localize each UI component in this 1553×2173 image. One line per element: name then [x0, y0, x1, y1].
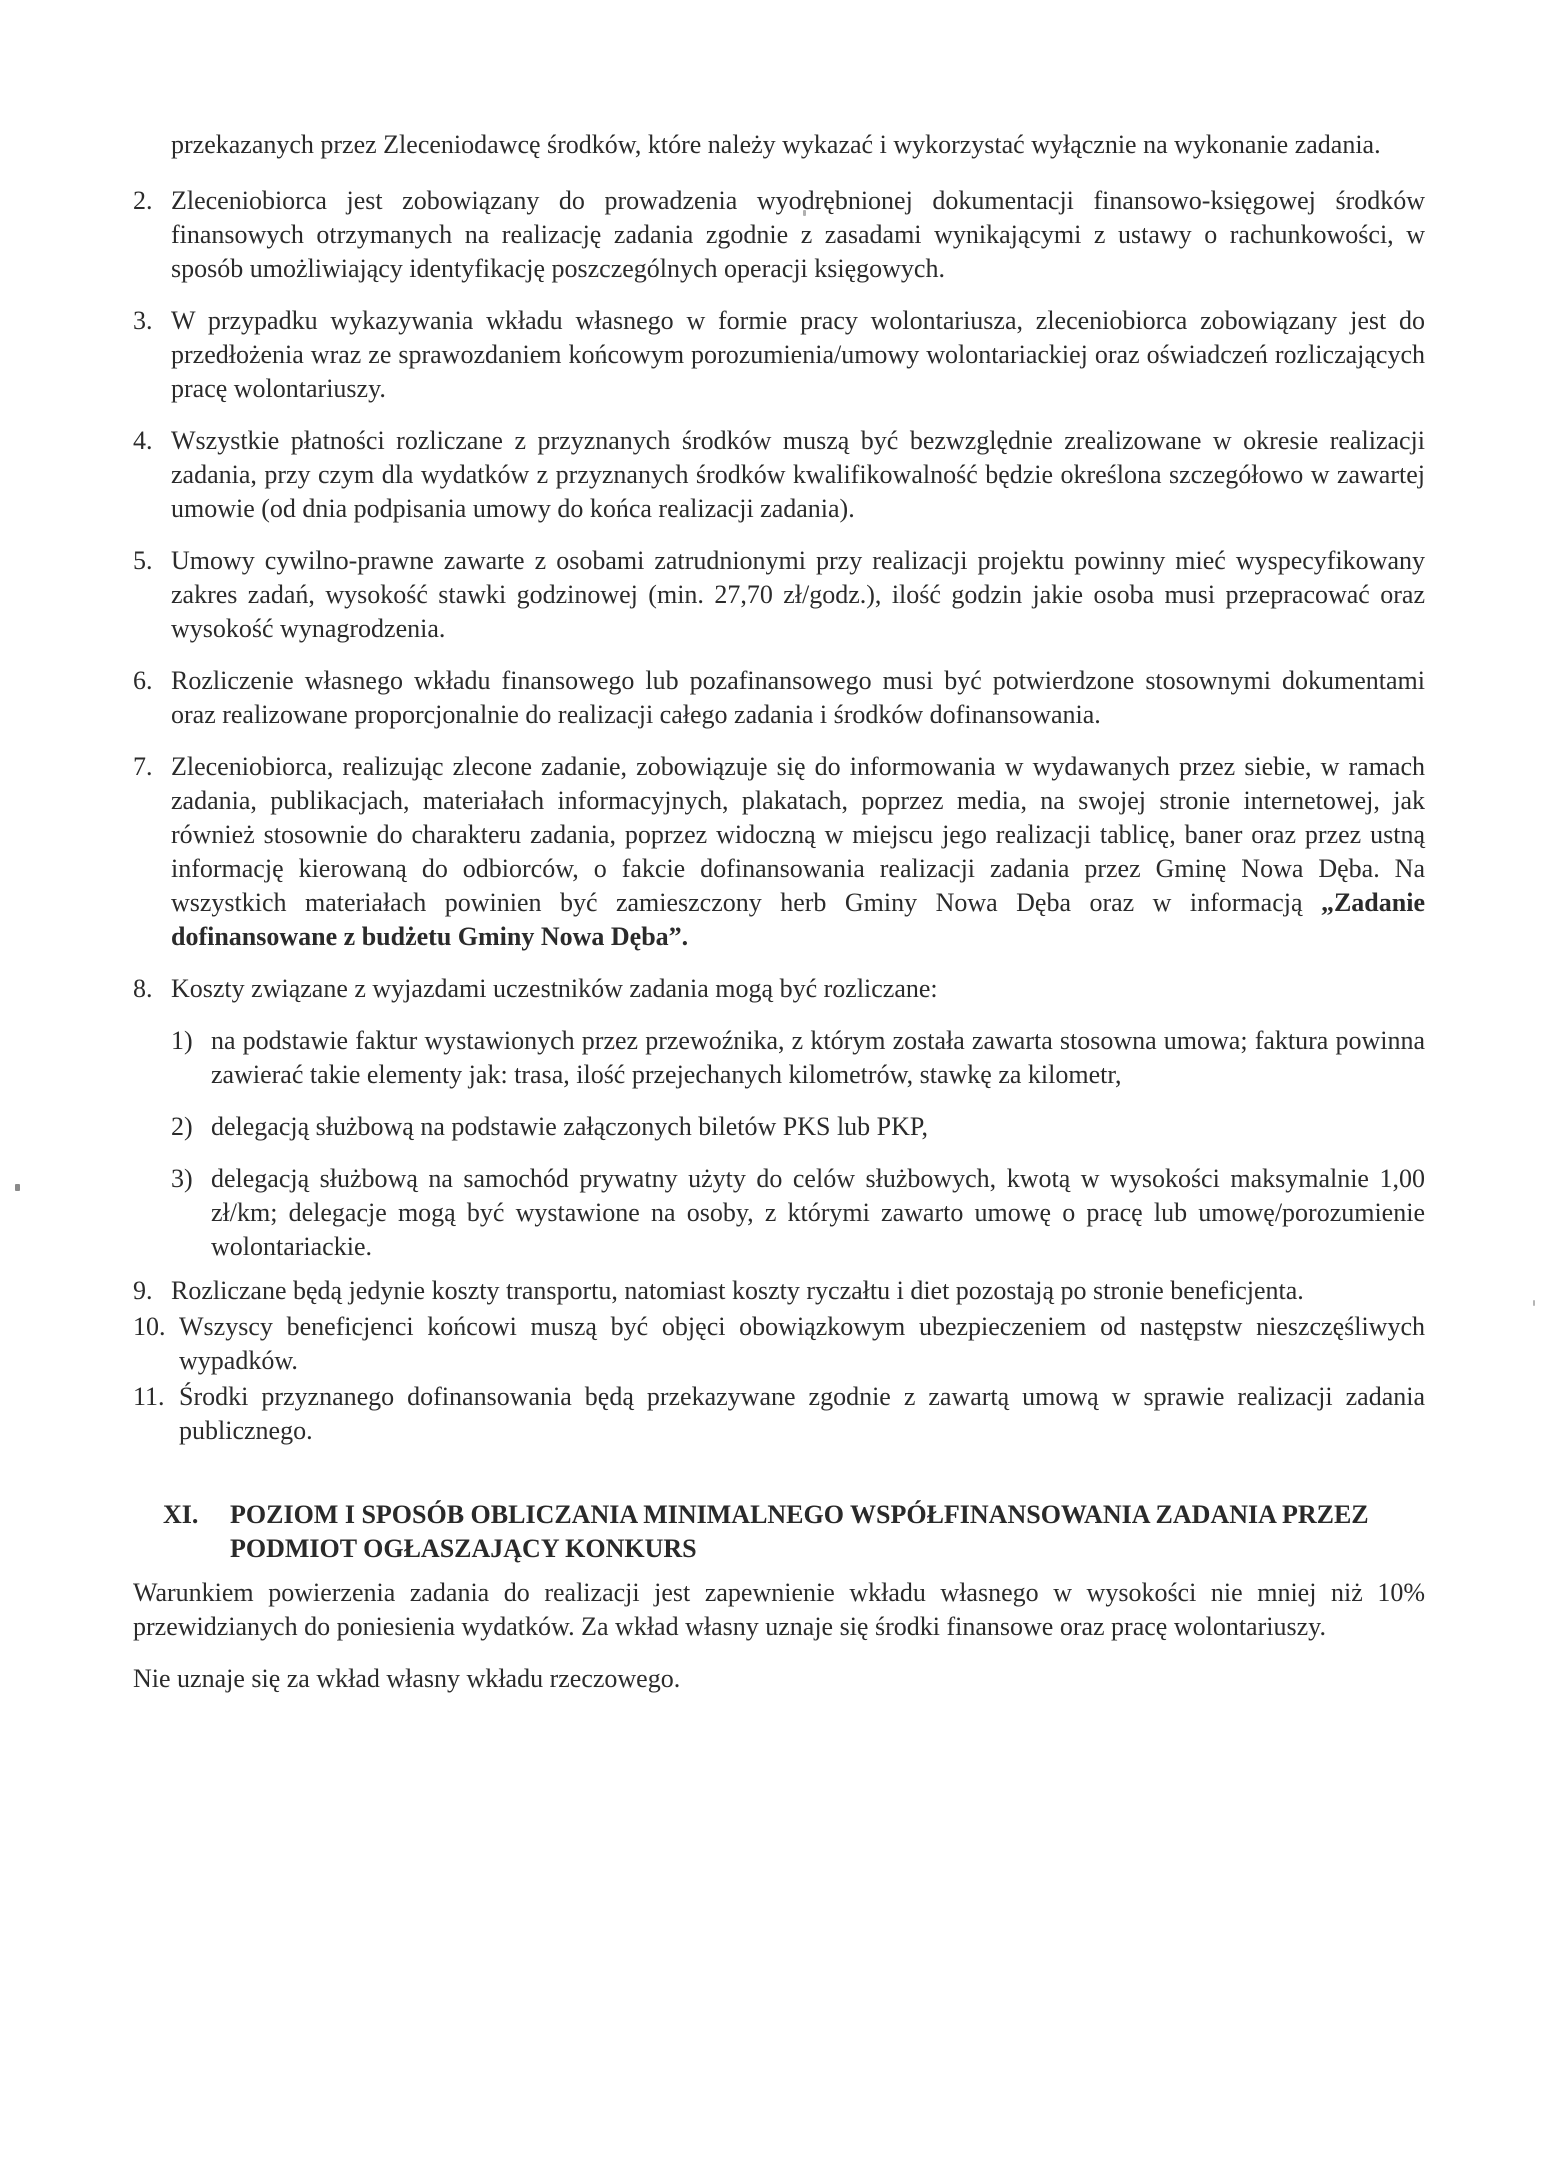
list-item [133, 1380, 1425, 1448]
item-text: Rozliczane będą jedynie koszty transportu, natomiast koszty ryczałtu i diet pozostają po stronie beneficjenta. [171, 1276, 1304, 1305]
item-number: 3. [133, 306, 153, 335]
item-text: Rozliczenie własnego wkładu finansowego lub pozafinansowego musi być potwierdzone stosownymi dokumentami oraz realizowane proporcjonalnie do realizacji całego zadania i środków dofinansowania. [171, 666, 1425, 729]
item-text-regular: Zleceniobiorca, realizując zlecone zadanie, zobowiązuje się do informowania w wydawanych przez siebie, w ramach zadania, publikacjach, materiałach informacyjnych, plakatach, poprzez media, na swojej stronie internetowej, jak również stosownie do charakteru zadania, poprzez widoczną w miejscu jego realizacji tablicę, baner oraz przez ustną informację kierowaną do odbiorców, o fakcie dofinansowania realizacji zadania przez Gminę Nowa Dęba. Na wszystkich materiałach powinien być zamieszczony herb Gminy Nowa Dęba oraz w informacją [171, 752, 1425, 917]
list-item [133, 750, 1425, 954]
item-text: Wszyscy beneficjenci końcowi muszą być objęci obowiązkowym ubezpieczeniem od następstw nieszczęśliwych wypadków. [179, 1312, 1425, 1375]
sub-list-item [171, 1110, 1425, 1144]
list-item [133, 1274, 1425, 1308]
item-text [171, 750, 1425, 954]
item-text: Środki przyznanego dofinansowania będą przekazywane zgodnie z zawartą umową w sprawie realizacji zadania publicznego. [179, 1382, 1425, 1445]
item-text: Zleceniobiorca jest zobowiązany do prowadzenia wyodrębnionej dokumentacji finansowo-księgowej środków finansowych otrzymanych na realizację zadania zgodnie z zasadami wynikającymi z ustawy o rachunkowości, w sposób umożliwiający identyfikację poszczególnych operacji księgowych. [171, 186, 1425, 283]
item-text: Umowy cywilno-prawne zawarte z osobami zatrudnionymi przy realizacji projektu powinny mieć wyspecyfikowany zakres zadań, wysokość stawki godzinowej (min. 27,70 zł/godz.), ilość godzin jakie osoba musi przepracować oraz wysokość wynagrodzenia. [171, 546, 1425, 643]
sub-list [133, 1024, 1425, 1264]
sub-item-text: delegacją służbową na samochód prywatny użyty do celów służbowych, kwotą w wysokości maksymalnie 1,00 zł/km; delegacje mogą być wystawione na osoby, z którymi zawarto umowę o pracę lub umowę/porozumienie wolontariackie. [211, 1164, 1425, 1261]
sub-item-number: 3) [171, 1164, 193, 1193]
section-paragraph: Nie uznaje się za wkład własny wkładu rzeczowego. [133, 1664, 681, 1693]
list-item [133, 972, 1425, 1006]
list-item [133, 184, 1425, 286]
item-text: W przypadku wykazywania wkładu własnego w formie pracy wolontariusza, zleceniobiorca zobowiązany jest do przedłożenia wraz ze sprawozdaniem końcowym porozumienia/umowy wolontariackiej oraz oświadczeń rozliczających pracę wolontariuszy. [171, 306, 1425, 403]
sub-list-item [171, 1162, 1425, 1264]
item-number: 11. [133, 1382, 165, 1411]
item-number: 2. [133, 186, 153, 215]
list-item [133, 1310, 1425, 1378]
list-item [133, 424, 1425, 526]
item-number: 5. [133, 546, 153, 575]
item-number: 7. [133, 752, 153, 781]
scan-artifact-mark [1533, 1300, 1535, 1306]
scan-artifact-mark [15, 1184, 20, 1191]
list-item [133, 544, 1425, 646]
sub-list-item [171, 1024, 1425, 1092]
list-item [133, 304, 1425, 406]
continued-paragraph: przekazanych przez Zleceniodawcę środków, które należy wykazać i wykorzystać wyłącznie na wykonanie zadania. [171, 130, 1381, 159]
list-item [133, 664, 1425, 732]
item-number: 9. [133, 1276, 153, 1305]
sub-item-number: 2) [171, 1112, 193, 1141]
item-number: 4. [133, 426, 153, 455]
section-number: XI. [163, 1500, 199, 1529]
item-text: Koszty związane z wyjazdami uczestników zadania mogą być rozliczane: [171, 974, 938, 1003]
item-number: 8. [133, 974, 153, 1003]
item-number: 6. [133, 666, 153, 695]
item-text: Wszystkie płatności rozliczane z przyznanych środków muszą być bezwzględnie zrealizowane w okresie realizacji zadania, przy czym dla wydatków z przyznanych środków kwalifikowalność będzie określona szczegółowo w zawartej umowie (od dnia podpisania umowy do końca realizacji zadania). [171, 426, 1425, 523]
item-text-bold-quote: „Zadanie dofinansowane z budżetu Gminy Nowa Dęba”. [171, 888, 1425, 951]
section-title: POZIOM I SPOSÓB OBLICZANIA MINIMALNEGO WSPÓŁFINANSOWANIA ZADANIA PRZEZ PODMIOT OGŁASZAJĄCY KONKURS [230, 1500, 1369, 1563]
sub-item-text: delegacją służbową na podstawie załączonych biletów PKS lub PKP, [211, 1112, 928, 1141]
section-paragraph: Warunkiem powierzenia zadania do realizacji jest zapewnienie wkładu własnego w wysokości nie mniej niż 10% przewidzianych do poniesienia wydatków. Za wkład własny uznaje się środki finansowe oraz pracę wolontariuszy. [133, 1578, 1425, 1641]
section-heading [133, 1498, 1425, 1566]
item-number: 10. [133, 1312, 166, 1341]
sub-item-text: na podstawie faktur wystawionych przez przewoźnika, z którym została zawarta stosowna umowa; faktura powinna zawierać takie elementy jak: trasa, ilość przejechanych kilometrów, stawkę za kilometr, [211, 1026, 1425, 1089]
document-body [133, 128, 1425, 1714]
sub-item-number: 1) [171, 1026, 193, 1055]
